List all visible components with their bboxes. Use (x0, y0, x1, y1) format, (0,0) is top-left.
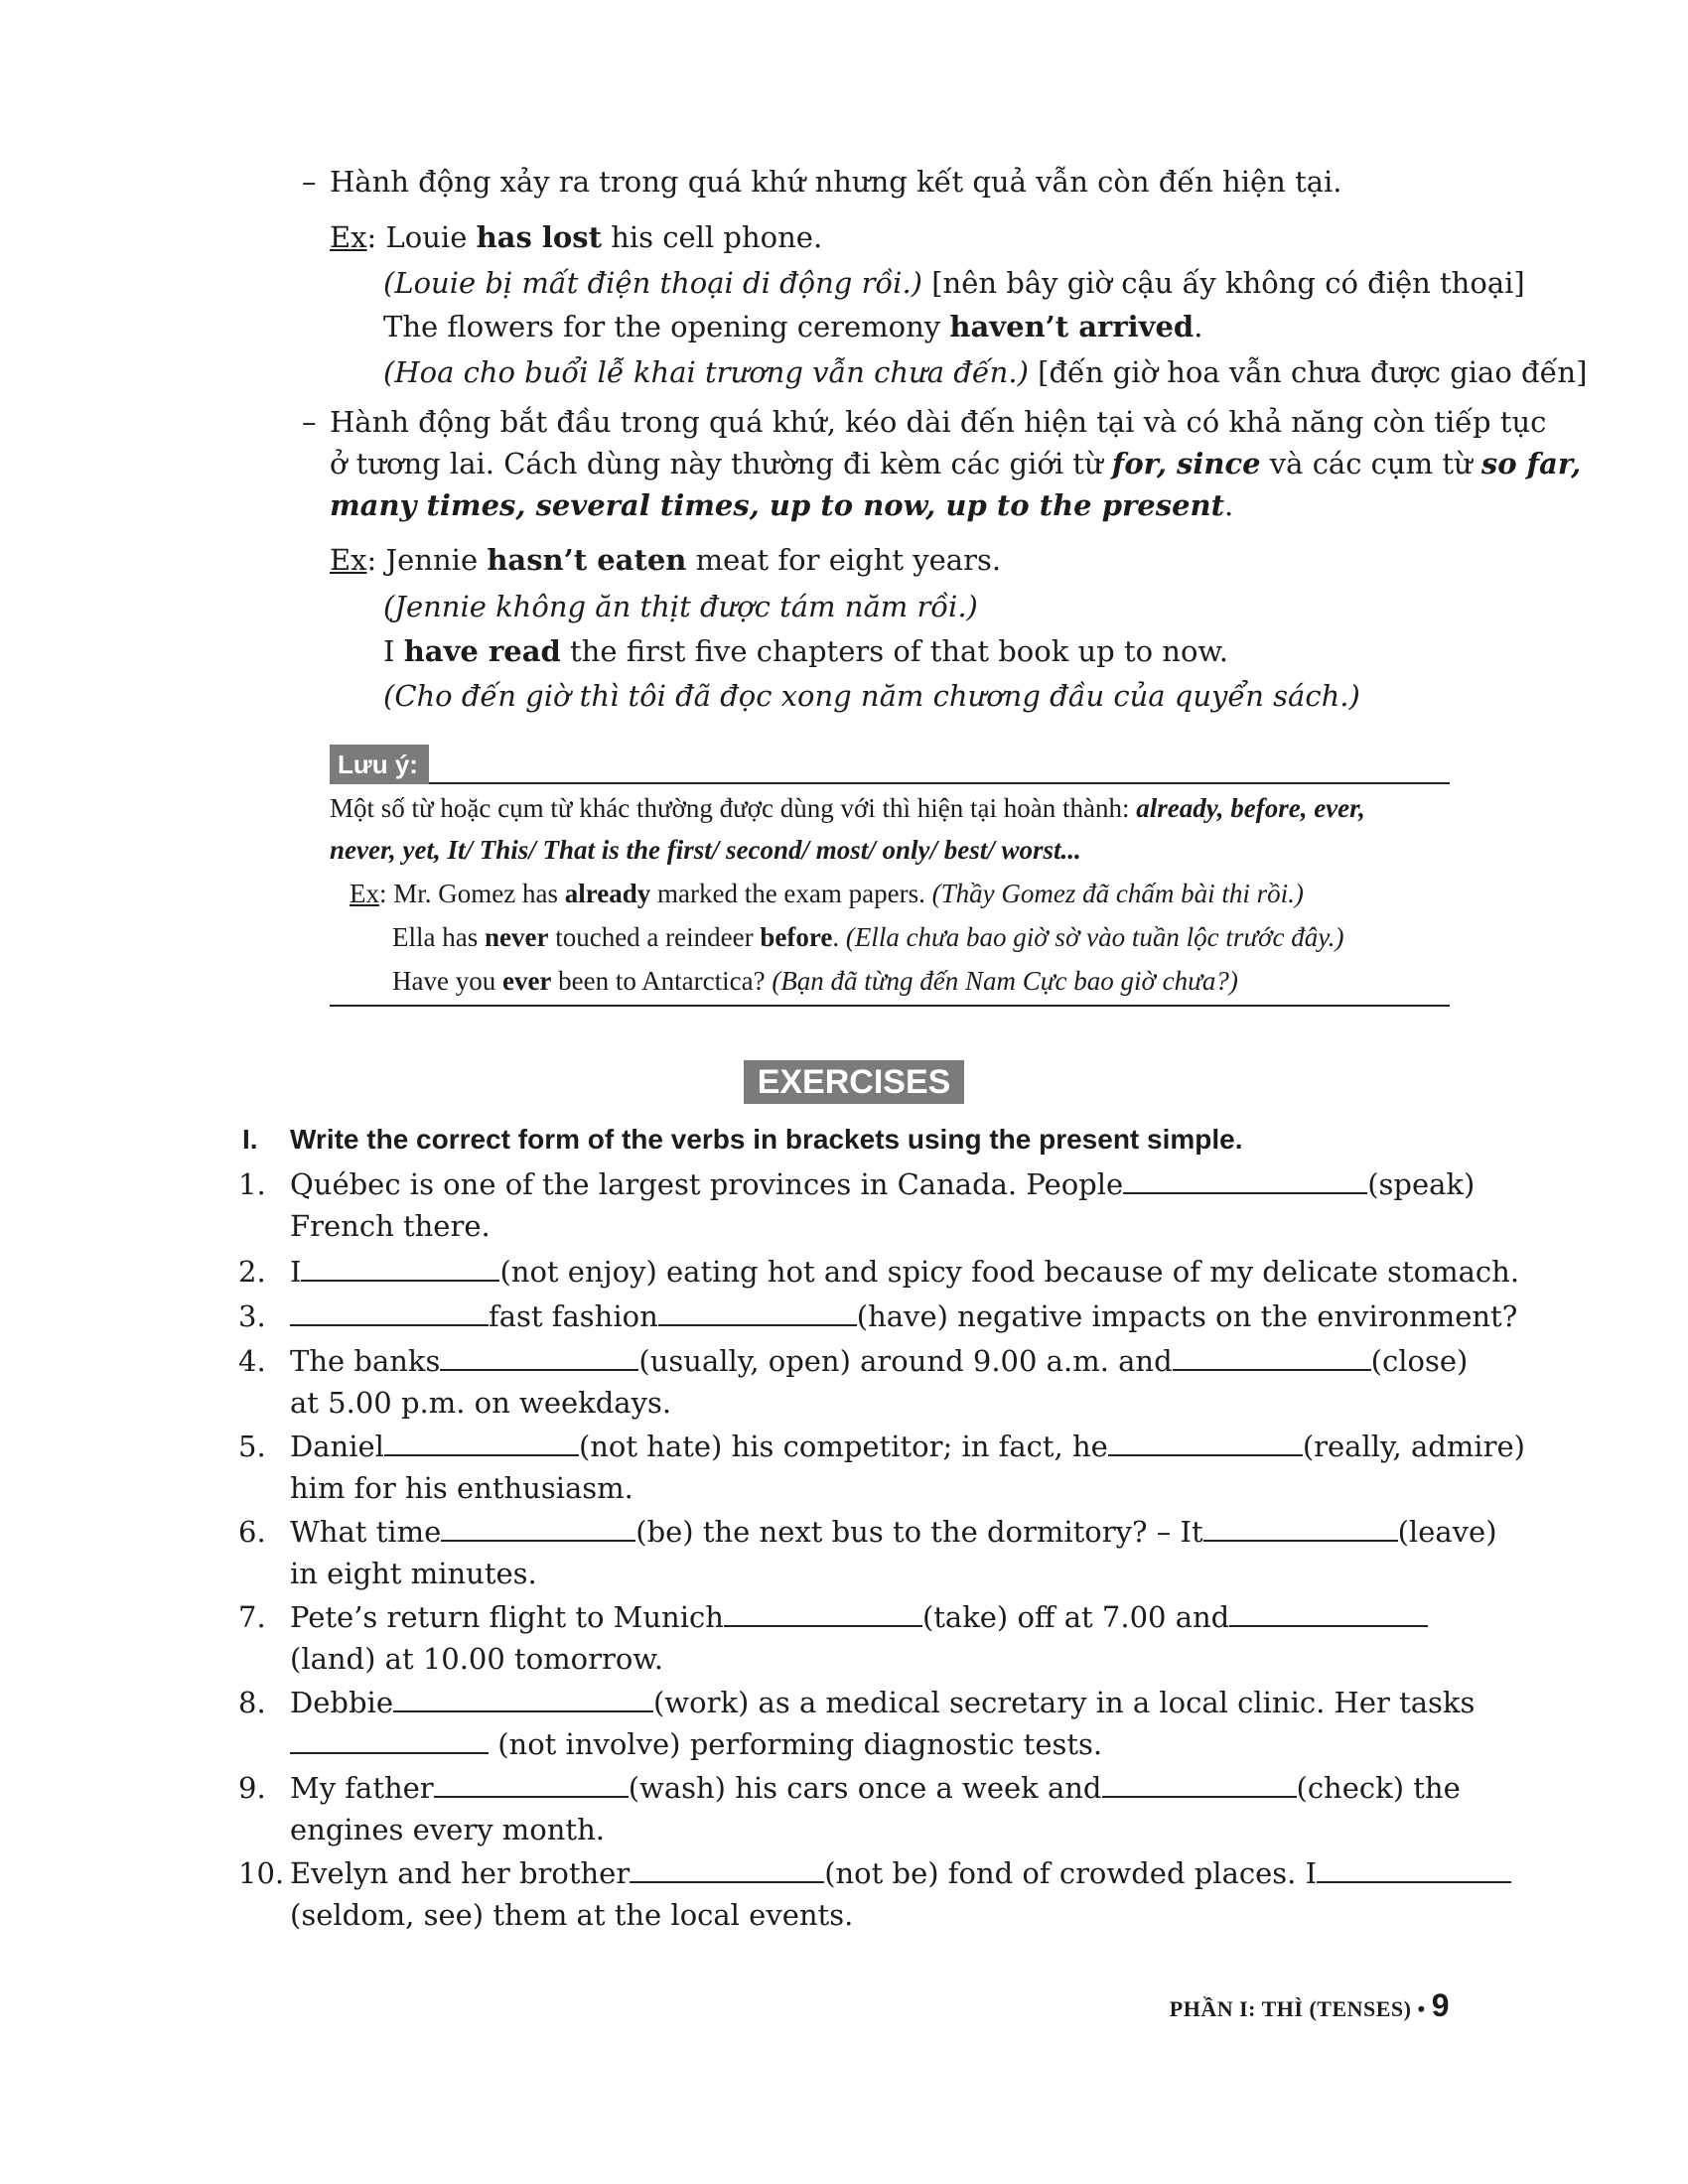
answer-blank[interactable] (1102, 1770, 1297, 1798)
question-5: 5. Daniel (not hate) his competitor; in fact, he (really, admire) him for his enthusiasm. (290, 1426, 1450, 1509)
ex-label: Ex (330, 220, 367, 254)
point-2-line-2: ở tương lai. Cách dùng này thường đi kèm các giới từ for, since và các cụm từ so far, (330, 447, 1582, 480)
answer-blank[interactable] (1123, 1166, 1367, 1194)
question-2: 2. I (not enjoy) eating hot and spicy food because of my delicate stomach. (290, 1251, 1450, 1293)
note-tag: Lưu ý: (330, 745, 429, 784)
answer-blank[interactable] (441, 1514, 635, 1542)
note-example-3: Have you ever been to Antarctica? (Bạn đã từng đến Nam Cực bao giờ chưa?) (392, 966, 1238, 996)
answer-blank[interactable] (630, 1855, 824, 1883)
question-number: 1. (238, 1167, 266, 1201)
point-1-example-1: Ex: Louie has lost his cell phone. (330, 220, 823, 254)
point-2-example-1: Ex: Jennie hasn’t eaten meat for eight years. (330, 543, 1002, 577)
point-1-example-1-translation: (Louie bị mất điện thoại di động rồi.) [nên bây giờ cậu ấy không có điện thoại] (383, 266, 1525, 300)
answer-blank[interactable] (290, 1726, 489, 1754)
question-number: 10. (238, 1856, 285, 1890)
note-line-2: never, yet, It/ This/ That is the first/ second/ most/ only/ best/ worst... (330, 835, 1081, 865)
question-number: 9. (238, 1771, 266, 1805)
theory-point-2 (302, 401, 1582, 526)
answer-blank[interactable] (724, 1599, 922, 1627)
ex-label: Ex (350, 879, 379, 908)
question-6: 6. What time (be) the next bus to the dormitory? – It (leave) in eight minutes. (290, 1511, 1450, 1594)
point-2-example-1-translation: (Jennie không ăn thịt được tám năm rồi.) (383, 590, 978, 623)
answer-blank[interactable] (290, 1298, 489, 1326)
exercises-title: EXERCISES (744, 1060, 964, 1104)
answer-blank[interactable] (1203, 1514, 1398, 1542)
dash-bullet: – (302, 405, 317, 439)
answer-blank[interactable] (440, 1343, 638, 1371)
question-10: 10. Evelyn and her brother (not be) fond of crowded places. I (seldom, see) them at the local events. (290, 1852, 1450, 1936)
footer-bullet: • (1417, 1996, 1426, 2021)
answer-blank[interactable] (1317, 1855, 1511, 1883)
question-number: 5. (238, 1430, 266, 1463)
answer-blank[interactable] (393, 1685, 653, 1712)
theory-point-1 (302, 161, 1342, 203)
question-7: 7. Pete’s return flight to Munich (take) off at 7.00 and (land) at 10.00 tomorrow. (290, 1596, 1450, 1680)
note-example-1: Ex: Mr. Gomez has already marked the exam papers. (Thầy Gomez đã chấm bài thi rồi.) (350, 879, 1304, 908)
point-2-line-1: Hành động bắt đầu trong quá khứ, kéo dài đến hiện tại và có khả năng còn tiếp tục (330, 405, 1547, 439)
answer-blank[interactable] (658, 1298, 857, 1326)
question-9: 9. My father (wash) his cars once a week and (check) the engines every month. (290, 1767, 1450, 1850)
point-1-example-2-translation: (Hoa cho buổi lễ khai trương vẫn chưa đến.) [đến giờ hoa vẫn chưa được giao đến] (383, 355, 1588, 389)
section-heading: Write the correct form of the verbs in brackets using the present simple. (290, 1124, 1243, 1155)
note-line-1: Một số từ hoặc cụm từ khác thường được dùng với thì hiện tại hoàn thành: already, before, ever, (330, 793, 1365, 823)
question-number: 4. (238, 1344, 266, 1378)
question-8: 8. Debbie (work) as a medical secretary in a local clinic. Her tasks (not involve) performing diagnostic tests. (290, 1682, 1450, 1765)
note-example-2: Ella has never touched a reindeer before. (Ella chưa bao giờ sờ vào tuần lộc trước đây.) (392, 922, 1344, 952)
ex-label: Ex (330, 543, 367, 577)
point-1-example-2: The flowers for the opening ceremony haven’t arrived. (383, 310, 1203, 343)
point-2-example-2: I have read the first five chapters of that book up to now. (383, 634, 1229, 668)
answer-blank[interactable] (434, 1770, 629, 1798)
question-number: 3. (238, 1299, 266, 1333)
question-number: 2. (238, 1255, 266, 1289)
footer-section: PHẦN I: THÌ (TENSES) (1169, 1996, 1412, 2021)
question-number: 8. (238, 1686, 266, 1719)
point-1-text: Hành động xảy ra trong quá khứ nhưng kết quả vẫn còn đến hiện tại. (330, 165, 1342, 199)
page-footer (1170, 1987, 1450, 2024)
question-3: 3. fast fashion (have) negative impacts on the environment? (290, 1296, 1450, 1337)
answer-blank[interactable] (1108, 1429, 1303, 1456)
point-2-example-2-translation: (Cho đến giờ thì tôi đã đọc xong năm chương đầu của quyển sách.) (383, 679, 1360, 713)
note-top-rule (429, 782, 1450, 784)
question-1: 1. Québec is one of the largest provinces in Canada. People (speak) French there. (290, 1163, 1450, 1247)
answer-blank[interactable] (384, 1429, 579, 1456)
dash-bullet: – (302, 165, 317, 199)
answer-blank[interactable] (1229, 1599, 1428, 1627)
answer-blank[interactable] (1173, 1343, 1371, 1371)
note-bottom-rule (330, 1005, 1450, 1007)
answer-blank[interactable] (301, 1254, 499, 1282)
section-number: I. (242, 1124, 258, 1155)
question-number: 7. (238, 1600, 266, 1634)
page-number: 9 (1431, 1987, 1450, 2023)
question-number: 6. (238, 1515, 266, 1549)
question-4: 4. The banks (usually, open) around 9.00 a.m. and (close) at 5.00 p.m. on weekdays. (290, 1340, 1450, 1424)
point-2-line-3: many times, several times, up to now, up to the present. (330, 488, 1234, 522)
